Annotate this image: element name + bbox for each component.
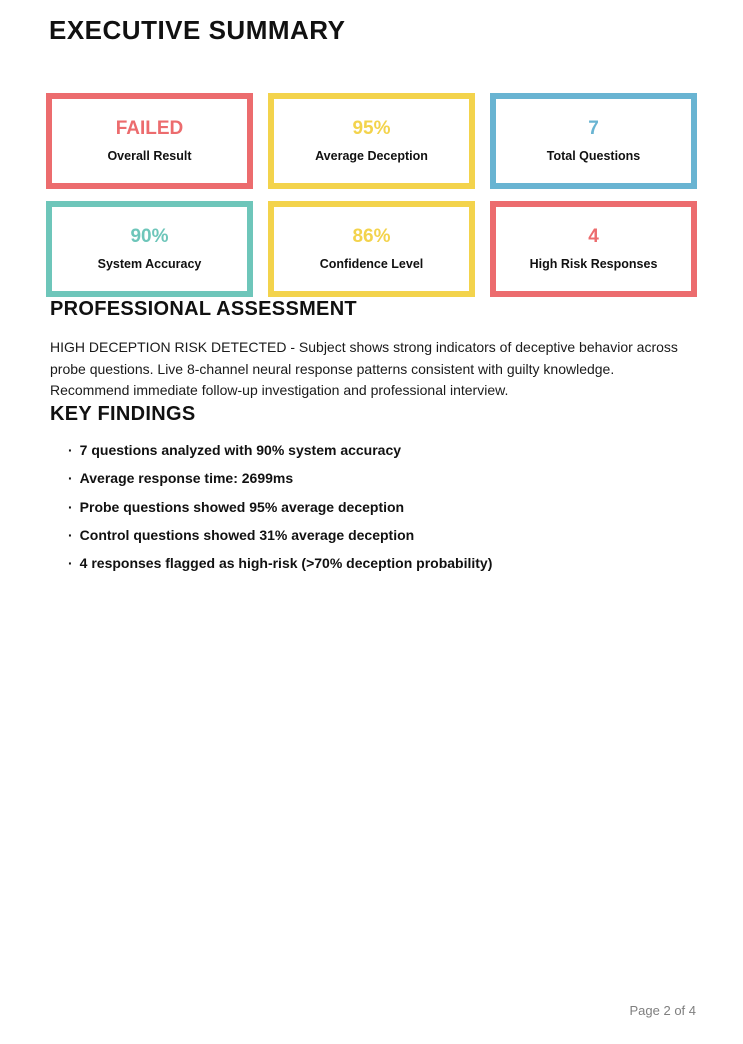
key-finding-text: Average response time: 2699ms: [79, 470, 294, 487]
key-finding-text: Control questions showed 31% average deception: [79, 526, 415, 543]
stat-value: 95%: [352, 118, 391, 140]
stat-card-total-questions: [490, 93, 697, 189]
report-content: [0, 16, 743, 570]
stat-value: FAILED: [115, 118, 184, 140]
key-finding-item: [68, 528, 697, 542]
key-findings-heading: KEY FINDINGS: [50, 403, 196, 425]
professional-assessment-heading: PROFESSIONAL ASSESSMENT: [50, 297, 357, 320]
key-finding-item: [68, 471, 697, 485]
stat-card-confidence-level: [268, 201, 475, 297]
stat-value: 7: [588, 118, 599, 140]
bullet-icon: ·: [68, 442, 73, 458]
bullet-icon: ·: [68, 498, 73, 515]
key-finding-item: [68, 500, 697, 514]
key-finding-item: [68, 443, 697, 457]
stat-label: Average Deception: [315, 149, 428, 164]
stat-label: Confidence Level: [319, 257, 424, 272]
key-finding-item: [68, 556, 697, 570]
stat-label: System Accuracy: [97, 257, 202, 272]
key-findings-list: [50, 443, 697, 570]
stat-value: 4: [588, 226, 599, 248]
stat-label: Total Questions: [546, 149, 641, 164]
bullet-icon: ·: [68, 526, 73, 543]
stat-card-system-accuracy: [46, 201, 253, 297]
bullet-icon: ·: [68, 555, 73, 572]
stat-value: 90%: [130, 226, 169, 248]
key-finding-text: 7 questions analyzed with 90% system accuracy: [79, 442, 402, 458]
stat-card-overall-result: [46, 93, 253, 189]
stat-card-average-deception: [268, 93, 475, 189]
bullet-icon: ·: [68, 470, 73, 487]
key-finding-text: Probe questions showed 95% average deception: [79, 498, 405, 515]
page-number: Page 2 of 4: [629, 1003, 696, 1018]
stat-card-high-risk-responses: [490, 201, 697, 297]
page-title: EXECUTIVE SUMMARY: [49, 15, 346, 45]
stat-label: High Risk Responses: [529, 257, 658, 272]
stat-value: 86%: [352, 226, 391, 248]
summary-cards-grid: [46, 93, 697, 297]
key-finding-text: 4 responses flagged as high-risk (>70% deception probability): [79, 555, 493, 572]
stat-label: Overall Result: [107, 149, 192, 164]
professional-assessment-text: HIGH DECEPTION RISK DETECTED - Subject shows strong indicators of deceptive behavior across probe questions. Live 8-channel neural response patterns consistent with guilty knowledge. Recommend immediate follow-up investigation and professional interview.: [50, 338, 678, 399]
